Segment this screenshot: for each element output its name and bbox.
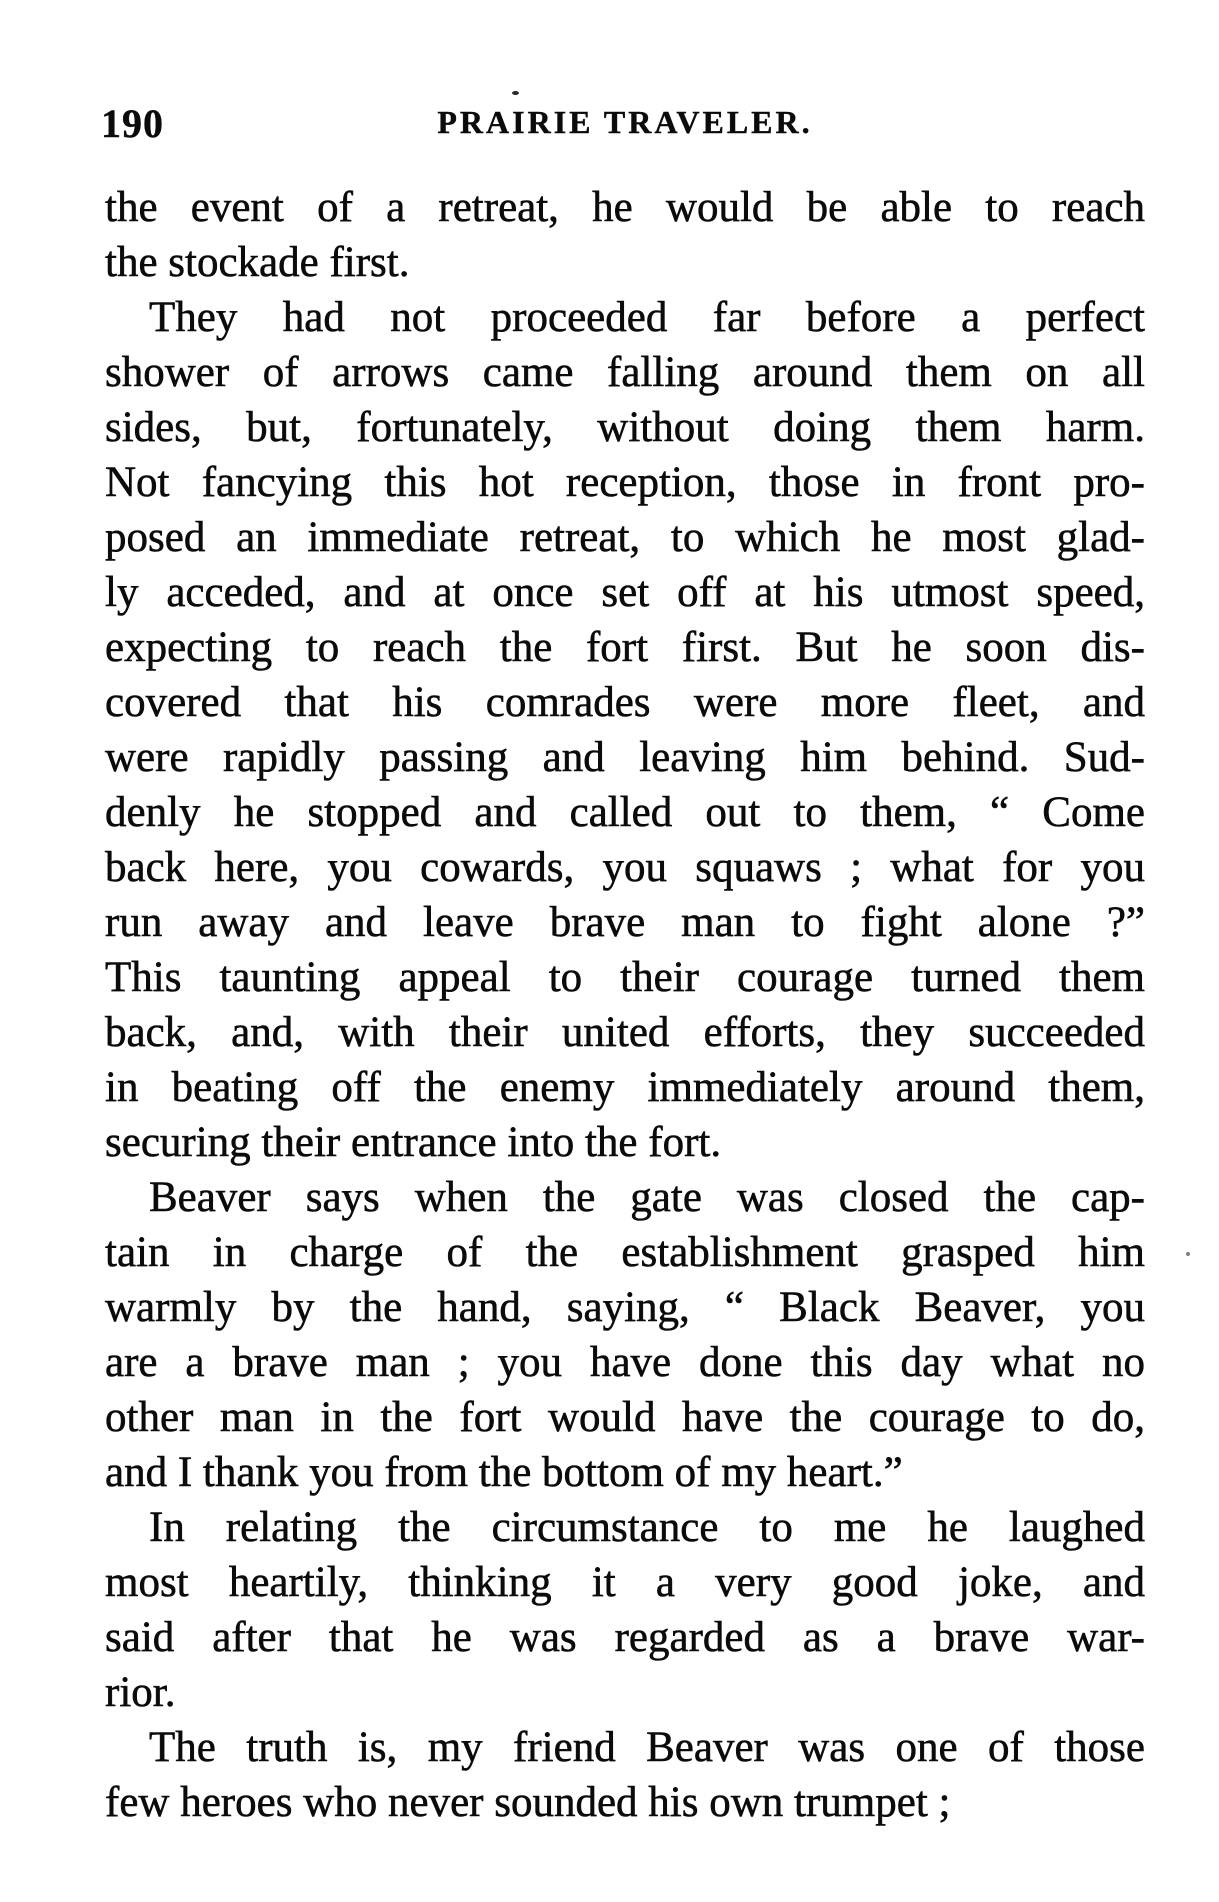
text-line: most heartily, thinking it a very good joke, and — [105, 1559, 1145, 1606]
text-line: They had not proceeded far before a perfect — [149, 294, 1145, 341]
text-line: posed an immediate retreat, to which he most glad- — [105, 514, 1145, 561]
page-header — [101, 100, 1145, 148]
text-line: other man in the fort would have the courage to do, — [105, 1394, 1145, 1441]
text-line: tain in charge of the establishment grasped him — [105, 1229, 1145, 1276]
text-line: ly acceded, and at once set off at his utmost speed, — [105, 569, 1145, 616]
text-line: were rapidly passing and leaving him behind. Sud- — [105, 734, 1145, 781]
text-line: back, and, with their united efforts, they succeeded — [105, 1009, 1145, 1056]
text-line: back here, you cowards, you squaws ; what for you — [105, 844, 1145, 891]
page-number: 190 — [101, 101, 164, 146]
text-line: in beating off the enemy immediately around them, — [105, 1064, 1145, 1111]
text-line: securing their entrance into the fort. — [105, 1119, 722, 1166]
text-line: Not fancying this hot reception, those in front pro- — [105, 459, 1145, 506]
running-title: PRAIRIE TRAVELER. — [437, 104, 813, 140]
text-line: In relating the circumstance to me he laughed — [149, 1504, 1145, 1551]
text-line: This taunting appeal to their courage turned them — [105, 954, 1145, 1001]
text-line: run away and leave brave man to fight alone ?” — [105, 899, 1145, 946]
text-line: and I thank you from the bottom of my heart.” — [105, 1449, 903, 1496]
scan-speck — [512, 91, 519, 95]
text-line: sides, but, fortunately, without doing them harm. — [105, 404, 1145, 451]
text-line: Beaver says when the gate was closed the cap- — [149, 1174, 1145, 1221]
text-line: rior. — [105, 1669, 176, 1716]
text-line: few heroes who never sounded his own trumpet ; — [105, 1779, 951, 1826]
text-line: warmly by the hand, saying, “ Black Beaver, you — [105, 1284, 1145, 1331]
text-line: The truth is, my friend Beaver was one of those — [149, 1724, 1145, 1771]
text-line: denly he stopped and called out to them, “ Come — [105, 789, 1145, 836]
text-line: the event of a retreat, he would be able to reach — [105, 184, 1145, 231]
scan-speck — [1186, 1252, 1190, 1256]
text-line: said after that he was regarded as a brave war- — [105, 1614, 1145, 1661]
page-body — [105, 180, 1145, 1830]
text-line: expecting to reach the fort first. But he soon dis- — [105, 624, 1145, 671]
text-line: shower of arrows came falling around them on all — [105, 349, 1145, 396]
text-line: the stockade first. — [105, 239, 410, 286]
text-line: are a brave man ; you have done this day what no — [105, 1339, 1145, 1386]
text-line: covered that his comrades were more fleet, and — [105, 679, 1145, 726]
